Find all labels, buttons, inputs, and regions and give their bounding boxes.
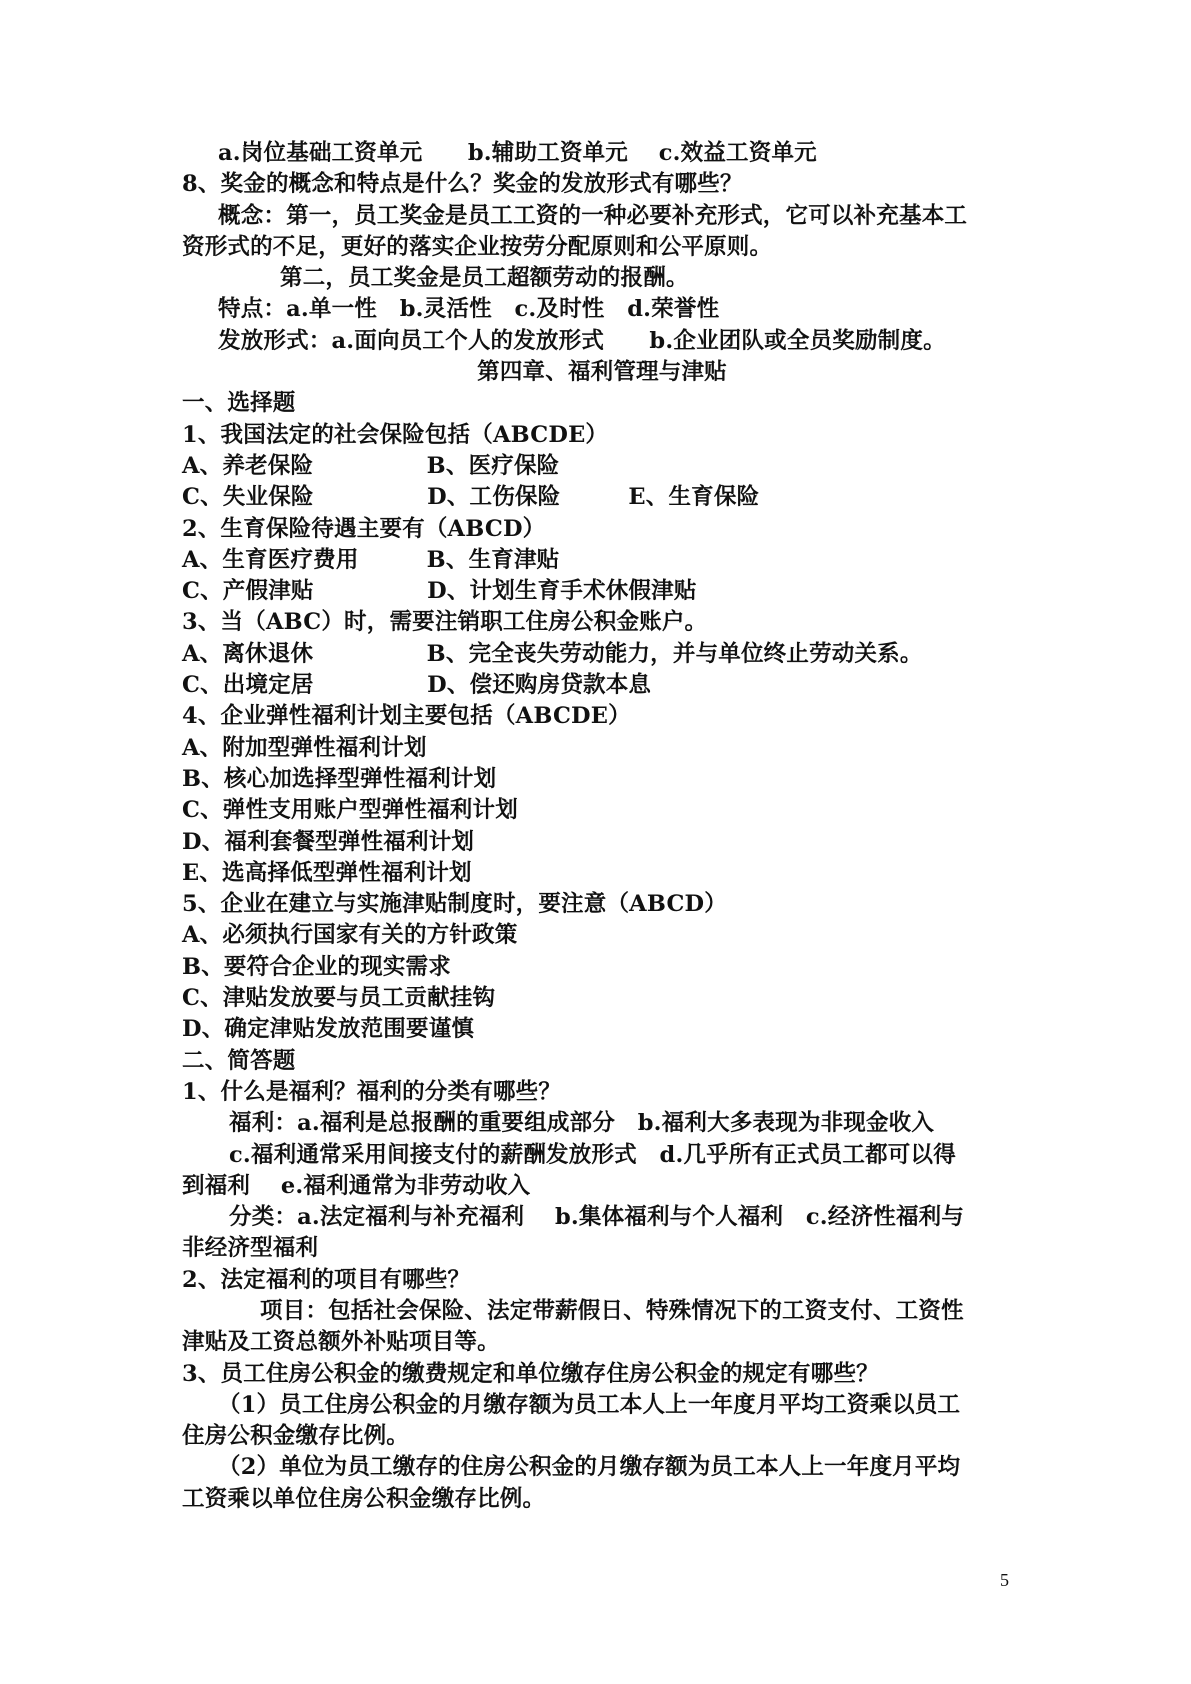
question-heading: 1、我国法定的社会保险包括（ABCDE） bbox=[182, 421, 609, 448]
text-line: 发放形式：a.面向员工个人的发放形式 b.企业团队或全员奖励制度。 bbox=[218, 327, 946, 354]
question-heading: 3、当（ABC）时，需要注销职工住房公积金账户。 bbox=[182, 609, 708, 636]
text-line: 非经济型福利 bbox=[182, 1235, 319, 1262]
question-heading: 2、生育保险待遇主要有（ABCD） bbox=[182, 515, 546, 542]
text-line: c.福利通常采用间接支付的薪酬发放形式 d.几乎所有正式员工都可以得 bbox=[229, 1141, 956, 1168]
text-line: 特点：a.单一性 b.灵活性 c.及时性 d.荣誉性 bbox=[218, 296, 720, 323]
option-line: C、失业保险 D、工伤保险 E、生育保险 bbox=[182, 484, 760, 511]
option-line: B、要符合企业的现实需求 bbox=[182, 953, 451, 980]
text-line: 住房公积金缴存比例。 bbox=[182, 1423, 410, 1450]
question-heading: 2、法定福利的项目有哪些？ bbox=[182, 1266, 471, 1293]
option-line: C、产假津贴 D、计划生育手术休假津贴 bbox=[182, 578, 697, 605]
text-line: （1）员工住房公积金的月缴存额为员工本人上一年度月平均工资乘以员工 bbox=[218, 1391, 961, 1418]
text-line: 工资乘以单位住房公积金缴存比例。 bbox=[182, 1485, 546, 1512]
text-line: 到福利 e.福利通常为非劳动收入 bbox=[182, 1172, 531, 1199]
question-heading: 1、什么是福利？福利的分类有哪些？ bbox=[182, 1078, 562, 1105]
document-body bbox=[182, 138, 1022, 1515]
option-line: A、生育医疗费用 B、生育津贴 bbox=[182, 546, 560, 573]
text-line: a.岗位基础工资单元 b.辅助工资单元 c.效益工资单元 bbox=[218, 140, 817, 166]
text-line: 概念：第一，员工奖金是员工工资的一种必要补充形式，它可以补充基本工 bbox=[218, 202, 968, 229]
option-line: E、选高择低型弹性福利计划 bbox=[182, 859, 472, 886]
question-heading: 4、企业弹性福利计划主要包括（ABCDE） bbox=[182, 703, 631, 730]
text-line: 津贴及工资总额外补贴项目等。 bbox=[182, 1329, 500, 1356]
section-heading: 一、选择题 bbox=[182, 390, 296, 417]
question-heading: 8、奖金的概念和特点是什么？奖金的发放形式有哪些？ bbox=[182, 171, 743, 198]
option-line: C、出境定居 D、偿还购房贷款本息 bbox=[182, 672, 652, 699]
text-line: 第二，员工奖金是员工超额劳动的报酬。 bbox=[280, 265, 689, 292]
option-line: A、附加型弹性福利计划 bbox=[182, 734, 427, 761]
option-line: C、津贴发放要与员工贡献挂钩 bbox=[182, 985, 496, 1012]
option-line: A、必须执行国家有关的方针政策 bbox=[182, 922, 518, 949]
option-line: D、确定津贴发放范围要谨慎 bbox=[182, 1016, 475, 1043]
text-line: 分类：a.法定福利与补充福利 b.集体福利与个人福利 c.经济性福利与 bbox=[229, 1204, 965, 1231]
option-line: A、养老保险 B、医疗保险 bbox=[182, 452, 560, 479]
option-line: A、离休退休 B、完全丧失劳动能力，并与单位终止劳动关系。 bbox=[182, 640, 923, 667]
text-line: 福利：a.福利是总报酬的重要组成部分 b.福利大多表现为非现金收入 bbox=[229, 1110, 935, 1137]
chapter-title: 第四章、福利管理与津贴 bbox=[477, 359, 727, 386]
text-line: 项目：包括社会保险、法定带薪假日、特殊情况下的工资支付、工资性 bbox=[260, 1297, 964, 1324]
text-line: 资形式的不足，更好的落实企业按劳分配原则和公平原则。 bbox=[182, 233, 773, 260]
page-number: 5 bbox=[1000, 1570, 1009, 1590]
option-line: B、核心加选择型弹性福利计划 bbox=[182, 765, 497, 792]
option-line: D、福利套餐型弹性福利计划 bbox=[182, 828, 475, 855]
question-heading: 3、员工住房公积金的缴费规定和单位缴存住房公积金的规定有哪些？ bbox=[182, 1360, 879, 1387]
option-line: C、弹性支用账户型弹性福利计划 bbox=[182, 797, 518, 824]
question-heading: 5、企业在建立与实施津贴制度时，要注意（ABCD） bbox=[182, 891, 727, 918]
section-heading: 二、简答题 bbox=[182, 1047, 296, 1074]
text-line: （2）单位为员工缴存的住房公积金的月缴存额为员工本人上一年度月平均 bbox=[218, 1454, 961, 1481]
